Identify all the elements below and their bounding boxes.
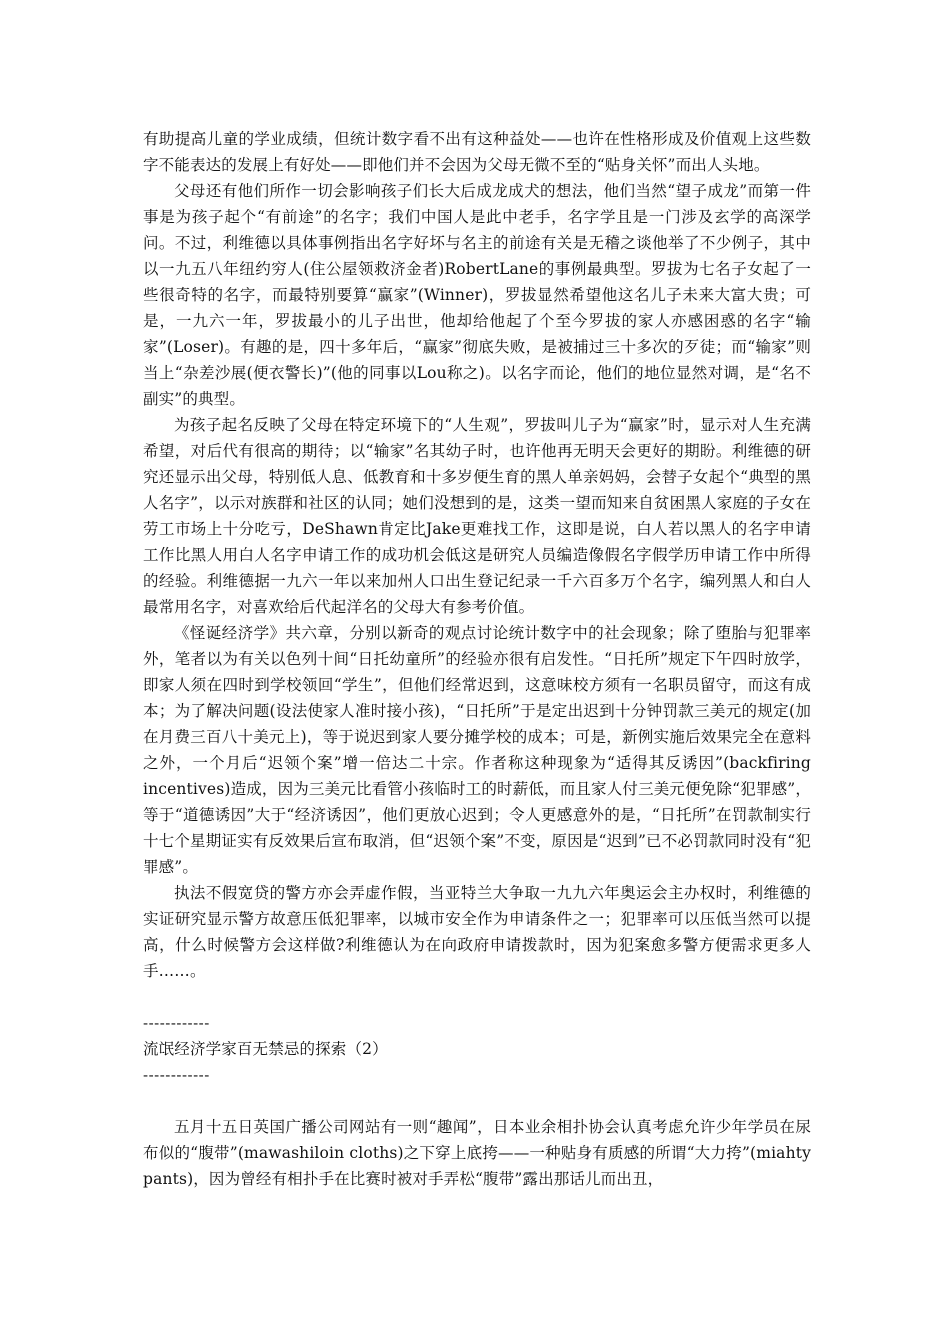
- spacer: [143, 1088, 811, 1114]
- section-title: 流氓经济学家百无禁忌的探索（2）: [143, 1040, 388, 1058]
- paragraph-naming-outlook: 为孩子起名反映了父母在特定环境下的“人生观”，罗拔叫儿子为“赢家”时，显示对人生充满希望，对后代有很高的期待；以“输家”名其幼子时，也许他再无明天会更好的期盼。利维德的研究还显示出父母，特别低人息、低教育和十多岁便生育的黑人单亲妈妈，会替子女起个“典型的黑人名字”，以示对族群和社区的认同；她们没想到的是，这类一望而知来自贫困黑人家庭的子女在劳工市场上十分吃亏，DeShawn肯定比Jake更难找工作，这即是说，白人若以黑人的名字申请工作比黑人用白人名字申请工作的成功机会低这是研究人员编造像假名字假学历申请工作中所得的经验。利维德据一九六一年以来加州人口出生登记纪录一千六百多万个名字，编列黑人和白人最常用名字，对喜欢给后代起洋名的父母大有参考价值。: [143, 416, 811, 616]
- paragraph-police: 执法不假宽贷的警方亦会弄虚作假，当亚特兰大争取一九九六年奥运会主办权时，利维德的实证研究显示警方故意压低犯罪率，以城市安全作为申请条件之一；犯罪率可以压低当然可以提高，什么时候警方会这样做?利维德认为在向政府申请拨款时，因为犯案愈多警方便需求更多人手……。: [143, 884, 811, 980]
- paragraph-names: 父母还有他们所作一切会影响孩子们长大后成龙成犬的想法，他们当然“望子成龙”而第一件事是为孩子起个“有前途”的名字；我们中国人是此中老手，名字学且是一门涉及玄学的高深学问。不过，利维德以具体事例指出名字好坏与名主的前途有关是无稽之谈他举了不少例子，其中以一九五八年纽约穷人(住公屋领救济金者)RobertLane的事例最典型。罗拔为七名子女起了一些很奇特的名字，而最特别要算“赢家”(Winner)，罗拔显然希望他这名儿子未来大富大贵；可是，一九六一年，罗拔最小的儿子出世，他却给他起了个至今罗拔的家人亦感困惑的名字“输家”(Loser)。有趣的是，四十多年后，“赢家”彻底失败，是被捕过三十多次的歹徒；而“输家”则当上“杂差沙展(便衣警长)”(他的同事以Lou称之)。以名字而论，他们的地位显然对调，是“名不副实”的典型。: [143, 182, 811, 408]
- paragraph-continuation: 有助提高儿童的学业成绩，但统计数字看不出有这种益处——也许在性格形成及价值观上这些数字不能表达的发展上有好处——即他们并不会因为父母无微不至的“贴身关怀”而出人头地。: [143, 130, 811, 174]
- paragraph-sumo: 五月十五日英国广播公司网站有一则“趣闻”，日本业余相扑协会认真考虑允许少年学员在尿布似的“腹带”(mawashiloin cloths)之下穿上底挎——一种贴身有质感的所谓“大力挎”(miahty pants)，因为曾经有相扑手在比赛时被对手弄松“腹带”露出那话儿而出丑，: [143, 1118, 811, 1188]
- paragraph-daycare: 《怪诞经济学》共六章，分别以新奇的观点讨论统计数字中的社会现象；除了堕胎与犯罪率外，笔者以为有关以色列十间“日托幼童所”的经验亦很有启发性。“日托所”规定下午四时放学，即家人须在四时到学校领回“学生”，但他们经常迟到，这意味校方须有一名职员留守，而这有成本；为了解决问题(设法使家人准时接小孩)，“日托所”于是定出迟到十分钟罚款三美元的规定(加在月费三百八十美元上)，等于说迟到家人要分摊学校的成本；可是，新例实施后效果完全在意料之外，一个月后“迟领个案”增一倍达二十宗。作者称这种现象为“适得其反诱因”(backfiring incentives)造成，因为三美元比看管小孩临时工的时薪低，而且家人付三美元便免除“犯罪感”，等于“道德诱因”大于“经济诱因”，他们更放心迟到；令人更感意外的是，“日托所”在罚款制实行十七个星期证实有反效果后宣布取消，但“迟领个案”不变，原因是“迟到”已不必罚款同时没有“犯罪感”。: [143, 624, 811, 876]
- divider-line-bottom: ------------: [143, 1066, 210, 1084]
- divider-line-top: ------------: [143, 1014, 210, 1032]
- spacer: [143, 984, 811, 1010]
- document-body: [143, 126, 811, 1192]
